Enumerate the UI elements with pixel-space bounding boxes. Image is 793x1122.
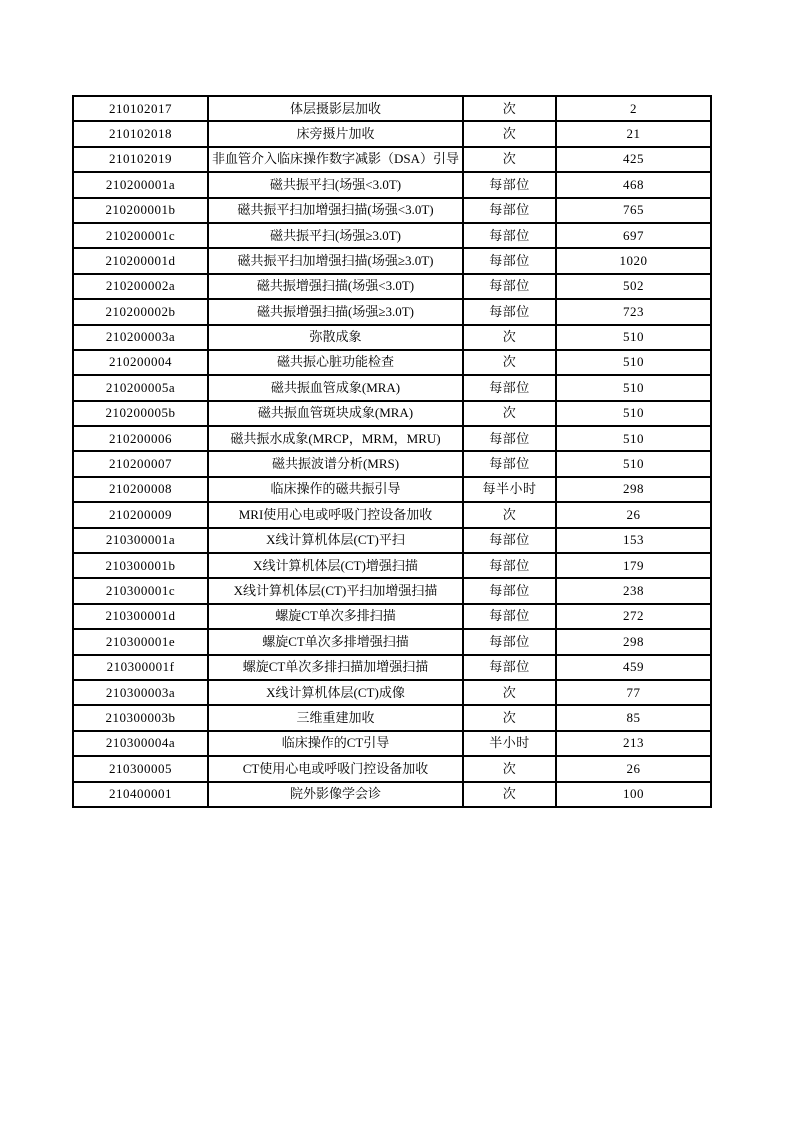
item-unit: 每部位	[463, 198, 556, 223]
table-row	[73, 782, 711, 807]
item-name: 非血管介入临床操作数字减影（DSA）引导	[208, 147, 463, 172]
item-price: 298	[556, 629, 711, 654]
item-price: 85	[556, 705, 711, 730]
item-name: 临床操作的CT引导	[208, 731, 463, 756]
item-price: 238	[556, 578, 711, 603]
item-unit: 每部位	[463, 451, 556, 476]
fee-table-body	[73, 96, 711, 807]
item-unit: 每部位	[463, 578, 556, 603]
item-code: 210300005	[73, 756, 208, 781]
item-code: 210200007	[73, 451, 208, 476]
item-price: 100	[556, 782, 711, 807]
table-row	[73, 147, 711, 172]
item-code: 210200002a	[73, 274, 208, 299]
table-row	[73, 325, 711, 350]
table-row	[73, 96, 711, 121]
item-unit: 每部位	[463, 655, 556, 680]
item-price: 1020	[556, 248, 711, 273]
item-unit: 每部位	[463, 375, 556, 400]
item-price: 510	[556, 350, 711, 375]
item-name: 磁共振平扫加增强扫描(场强<3.0T)	[208, 198, 463, 223]
item-unit: 次	[463, 680, 556, 705]
item-price: 510	[556, 325, 711, 350]
item-price: 21	[556, 121, 711, 146]
table-row	[73, 629, 711, 654]
item-code: 210300001c	[73, 578, 208, 603]
item-unit: 每半小时	[463, 477, 556, 502]
item-unit: 半小时	[463, 731, 556, 756]
table-row	[73, 451, 711, 476]
item-unit: 每部位	[463, 528, 556, 553]
item-name: X线计算机体层(CT)成像	[208, 680, 463, 705]
table-row	[73, 248, 711, 273]
item-price: 468	[556, 172, 711, 197]
item-name: 院外影像学会诊	[208, 782, 463, 807]
item-price: 77	[556, 680, 711, 705]
table-row	[73, 756, 711, 781]
table-row	[73, 274, 711, 299]
item-name: X线计算机体层(CT)增强扫描	[208, 553, 463, 578]
item-name: 床旁摄片加收	[208, 121, 463, 146]
table-row	[73, 655, 711, 680]
item-code: 210200004	[73, 350, 208, 375]
table-row	[73, 731, 711, 756]
item-code: 210200002b	[73, 299, 208, 324]
item-code: 210300001d	[73, 604, 208, 629]
table-row	[73, 223, 711, 248]
item-unit: 每部位	[463, 248, 556, 273]
item-name: 磁共振增强扫描(场强≥3.0T)	[208, 299, 463, 324]
item-price: 510	[556, 401, 711, 426]
item-unit: 次	[463, 147, 556, 172]
item-name: X线计算机体层(CT)平扫加增强扫描	[208, 578, 463, 603]
item-code: 210102019	[73, 147, 208, 172]
item-price: 510	[556, 375, 711, 400]
item-price: 2	[556, 96, 711, 121]
item-price: 765	[556, 198, 711, 223]
item-price: 298	[556, 477, 711, 502]
item-unit: 次	[463, 401, 556, 426]
item-code: 210300001f	[73, 655, 208, 680]
item-name: 磁共振平扫加增强扫描(场强≥3.0T)	[208, 248, 463, 273]
item-price: 510	[556, 426, 711, 451]
item-name: 螺旋CT单次多排扫描加增强扫描	[208, 655, 463, 680]
item-unit: 每部位	[463, 553, 556, 578]
table-row	[73, 705, 711, 730]
item-name: 磁共振血管斑块成象(MRA)	[208, 401, 463, 426]
item-price: 179	[556, 553, 711, 578]
item-unit: 次	[463, 325, 556, 350]
item-price: 26	[556, 502, 711, 527]
table-row	[73, 198, 711, 223]
item-name: 体层摄影层加收	[208, 96, 463, 121]
item-code: 210300003b	[73, 705, 208, 730]
item-price: 26	[556, 756, 711, 781]
item-name: 三维重建加收	[208, 705, 463, 730]
item-name: 磁共振血管成象(MRA)	[208, 375, 463, 400]
item-unit: 每部位	[463, 604, 556, 629]
item-price: 697	[556, 223, 711, 248]
item-code: 210300001a	[73, 528, 208, 553]
item-price: 459	[556, 655, 711, 680]
item-price: 425	[556, 147, 711, 172]
item-unit: 每部位	[463, 223, 556, 248]
item-name: MRI使用心电或呼吸门控设备加收	[208, 502, 463, 527]
item-price: 723	[556, 299, 711, 324]
table-row	[73, 299, 711, 324]
fee-schedule-table	[72, 95, 712, 808]
item-name: 磁共振平扫(场强<3.0T)	[208, 172, 463, 197]
item-name: 磁共振波谱分析(MRS)	[208, 451, 463, 476]
table-row	[73, 401, 711, 426]
item-unit: 次	[463, 782, 556, 807]
item-code: 210102018	[73, 121, 208, 146]
item-name: 磁共振平扫(场强≥3.0T)	[208, 223, 463, 248]
table-row	[73, 121, 711, 146]
table-row	[73, 604, 711, 629]
item-unit: 次	[463, 705, 556, 730]
table-row	[73, 172, 711, 197]
item-price: 153	[556, 528, 711, 553]
item-unit: 每部位	[463, 172, 556, 197]
item-unit: 次	[463, 502, 556, 527]
item-name: CT使用心电或呼吸门控设备加收	[208, 756, 463, 781]
item-code: 210200006	[73, 426, 208, 451]
item-name: 螺旋CT单次多排增强扫描	[208, 629, 463, 654]
item-code: 210300001e	[73, 629, 208, 654]
item-name: 螺旋CT单次多排扫描	[208, 604, 463, 629]
item-price: 272	[556, 604, 711, 629]
item-code: 210300004a	[73, 731, 208, 756]
item-code: 210200005a	[73, 375, 208, 400]
item-unit: 每部位	[463, 629, 556, 654]
item-price: 213	[556, 731, 711, 756]
table-row	[73, 426, 711, 451]
item-code: 210200001d	[73, 248, 208, 273]
table-row	[73, 477, 711, 502]
item-unit: 次	[463, 121, 556, 146]
item-code: 210200003a	[73, 325, 208, 350]
item-code: 210300003a	[73, 680, 208, 705]
item-code: 210200001c	[73, 223, 208, 248]
item-unit: 每部位	[463, 299, 556, 324]
item-unit: 次	[463, 96, 556, 121]
item-name: 临床操作的磁共振引导	[208, 477, 463, 502]
table-row	[73, 375, 711, 400]
item-name: 弥散成象	[208, 325, 463, 350]
item-unit: 每部位	[463, 274, 556, 299]
item-code: 210102017	[73, 96, 208, 121]
item-name: X线计算机体层(CT)平扫	[208, 528, 463, 553]
item-code: 210200001b	[73, 198, 208, 223]
item-code: 210200008	[73, 477, 208, 502]
item-code: 210200005b	[73, 401, 208, 426]
table-row	[73, 350, 711, 375]
item-code: 210200001a	[73, 172, 208, 197]
table-row	[73, 502, 711, 527]
item-name: 磁共振增强扫描(场强<3.0T)	[208, 274, 463, 299]
item-unit: 每部位	[463, 426, 556, 451]
table-row	[73, 528, 711, 553]
table-row	[73, 680, 711, 705]
table-row	[73, 578, 711, 603]
item-name: 磁共振心脏功能检查	[208, 350, 463, 375]
item-code: 210300001b	[73, 553, 208, 578]
item-code: 210200009	[73, 502, 208, 527]
item-code: 210400001	[73, 782, 208, 807]
item-unit: 次	[463, 756, 556, 781]
item-name: 磁共振水成象(MRCP，MRM，MRU)	[208, 426, 463, 451]
item-price: 502	[556, 274, 711, 299]
table-row	[73, 553, 711, 578]
item-unit: 次	[463, 350, 556, 375]
item-price: 510	[556, 451, 711, 476]
